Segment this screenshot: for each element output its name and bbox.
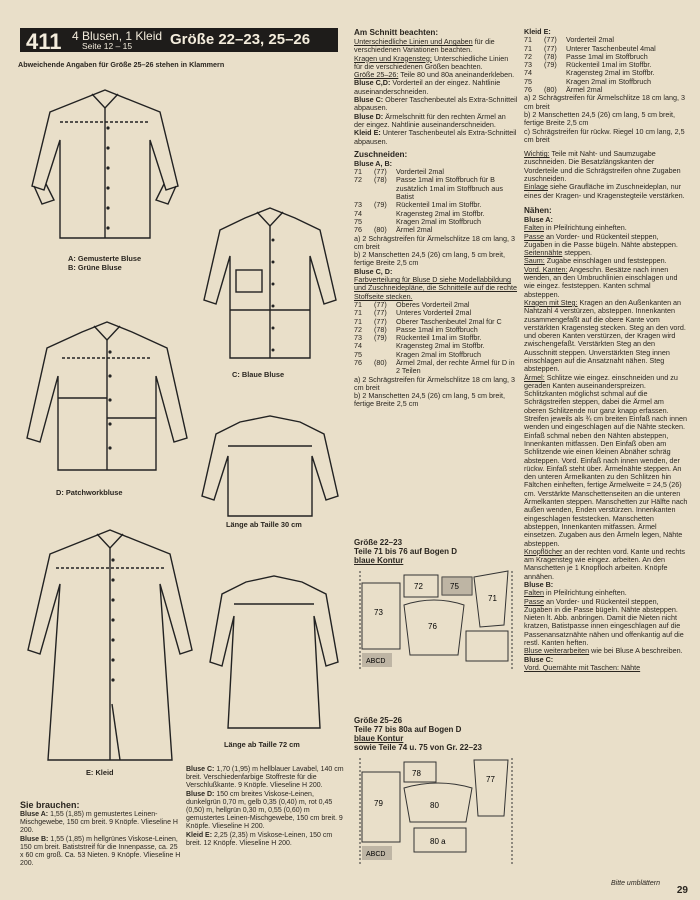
part-row: 71 (77) Unterer Taschenbeutel 4mal xyxy=(524,43,656,53)
c3-t5a: Vord. Kanten: xyxy=(524,264,568,274)
c3-t3b: steppen. xyxy=(564,248,592,258)
materials-list xyxy=(20,800,182,868)
c3-e1: Einlage xyxy=(524,182,548,192)
materials-d: 150 cm breites Viskose-Leinen, dunkelgrün 0,70 m, gelb 0,35 (0,40) m, rot 0,45 (0,50) m, hellgrün 0,30 m, 0,55 (0,60) m gemustertes Leinen-Mischgewebe, 150 cm breit. 9 Knöpfe. Vlieseline H 200. xyxy=(186,790,343,831)
caption-length-72: Länge ab Taille 72 cm xyxy=(224,740,300,749)
layout2-part-78: 78 xyxy=(412,769,421,778)
part-row: 71 (77) Vorderteil 2mal xyxy=(524,35,614,45)
materials-c-label: Bluse C: xyxy=(186,766,215,773)
layout1-part-71: 71 xyxy=(488,594,497,603)
part-row: 74 Kragensteg 2mal im Stoffbr. xyxy=(354,208,485,218)
part-row: 71 (77) Unteres Vorderteil 2mal xyxy=(354,308,472,318)
c3-w1: Wichtig: xyxy=(524,149,550,159)
heading-naehen: Nähen: xyxy=(524,205,552,215)
illustration-back-30 xyxy=(200,412,340,522)
c3-t1b: in Pfeilrichtung einheften. xyxy=(545,223,627,233)
c3-t1a: Falten xyxy=(524,223,544,233)
c3-s1: Kleid E: xyxy=(524,27,551,36)
layout2-size: Größe 25–26 xyxy=(354,716,403,725)
materials-b-label: Bluse B: xyxy=(20,835,49,843)
c3-t6a: Kragen mit Steg: xyxy=(524,297,578,307)
c3-w2: Teile mit Naht- und Saumzugabe zuschneiden. Die Besatzlängskanten der Vorderteile und die Schrägstreifen ohne Zugaben zuschneiden. xyxy=(524,149,681,184)
materials-d-label: Bluse D: xyxy=(186,790,215,798)
layout1-part-76: 76 xyxy=(428,622,437,631)
turn-page-note: Bitte umblättern xyxy=(610,880,660,887)
caption-b: B: Grüne Bluse xyxy=(68,263,122,272)
illustration-shirt-d xyxy=(22,318,192,478)
layout2-parts: Teile 77 bis 80a auf Bogen D xyxy=(354,725,462,734)
back-30-drawing xyxy=(200,412,340,522)
c3-sc: Bluse C: xyxy=(524,654,554,664)
layout1-diagram xyxy=(354,565,518,677)
part-row: 74 Kragensteg 2mal im Stoffbr. xyxy=(524,68,655,78)
part-row: 75 Kragen 2mal im Stoffbruch xyxy=(354,349,481,359)
materials-title: Sie brauchen: xyxy=(20,800,80,810)
part-row: 74 Kragensteg 2mal im Stoffbr. xyxy=(354,341,485,351)
c3-b: b) 2 Manschetten 24,5 (26) cm lang, 5 cm breit, fertige Breite 2,5 cm xyxy=(524,109,676,128)
c3-t4b: Zugabe einschlagen und feststeppen. xyxy=(546,256,667,266)
c2-p4b: Vorderteil an der eingez. Nahtlinie auseinanderschneiden. xyxy=(354,78,501,96)
layout1-size: Größe 22–23 xyxy=(354,538,403,547)
parts-list-e xyxy=(524,36,688,94)
c2-b1: b) 2 Manschetten 24,5 (26) cm lang, 5 cm breit, fertige Breite 2,5 cm xyxy=(354,250,506,268)
c3-t9b: in Pfeilrichtung einheften. xyxy=(545,588,627,598)
column-middle xyxy=(354,28,518,409)
c2-p3a: Größe 25–26: xyxy=(354,70,399,80)
c3-t2b: an Vorder- und Rückenteil steppen, Zugaben in die Passe bügeln. Nähte absteppen. xyxy=(524,231,678,249)
layout2-extra: sowie Teile 74 u. 75 von Gr. 22–23 xyxy=(354,743,482,752)
heading-schnitt: Am Schnitt beachten: xyxy=(354,28,439,37)
c2-p1b: für die verschiedenen Variationen beachten. xyxy=(354,37,495,55)
part-row: 72 (78) Passe 1mal im Stoffbruch xyxy=(354,324,478,334)
illustration-back-72 xyxy=(208,572,340,732)
materials-b: 1,55 (1,85) m hellgrünes Viskose-Leinen, 150 cm breit. Batiststreif für die Innenpasse, ca. 25 x 60 cm groß. Ca. 53 Nieten. 9 Knöpfe. Vlieseline H 200. xyxy=(20,835,181,868)
part-row: 73 (79) Rückenteil 1mal im Stoffbr. xyxy=(354,333,482,343)
c2-p6a: Bluse D: xyxy=(354,111,384,121)
c2-a1: a) 2 Schrägstreifen für Ärmelschlitze 18 cm lang, 3 cm breit xyxy=(354,233,515,251)
dress-e-drawing xyxy=(20,524,200,764)
column-right xyxy=(524,28,688,672)
part-row: 75 Kragen 2mal im Stoffbruch xyxy=(354,216,481,226)
materials-a: 1,55 (1,85) m gemustertes Leinen-Mischgewebe, 150 cm breit. 9 Knöpfe. Vlieseline H 200. xyxy=(20,811,178,835)
cutting-layout-1 xyxy=(354,538,518,682)
caption-a: A: Gemusterte Bluse xyxy=(68,254,142,263)
materials-a-label: Bluse A: xyxy=(20,811,49,818)
layout2-part-80: 80 xyxy=(430,801,439,810)
c2-b2: b) 2 Manschetten 24,5 (26) cm lang, 5 cm breit, fertige Breite 2,5 cm xyxy=(354,391,506,409)
back-72-drawing xyxy=(208,572,340,732)
c3-t12: Vord. Quernähte mit Taschen: Nähte xyxy=(524,662,641,672)
shirt-d-drawing xyxy=(22,318,192,478)
part-row: 72 (78) Passe 1mal im Stoffbruch für B zusätzlich 1mal im Stoffbruch aus Batist xyxy=(354,175,503,202)
layout2-part-80a: 80 a xyxy=(430,837,446,846)
c2-p7a: Kleid E: xyxy=(354,128,381,138)
c2-s2b: Farbverteilung für Bluse D siehe Modellabbildung und Zuschneidepläne, die Schnitteile auf die rechte Stoffseite stecken. xyxy=(354,275,518,301)
c2-s2: Bluse C, D: xyxy=(354,266,393,276)
c2-s1: Bluse A, B: xyxy=(354,158,393,168)
shirt-ab-drawing xyxy=(20,78,190,248)
illustration-shirt-c xyxy=(200,200,340,365)
c3-t10b: an Vorder- und Rückenteil steppen, Zugaben in die Passe bügeln. Nähte absteppen. Nieten lt. Abb. anbringen. Damit die Nieten nicht kratzen, Batistpasse innen eingeschlagen auf die Passenansatznähte nähen und offenkantig auf die restl. Kanten heften. xyxy=(524,596,684,648)
c3-t11a: Bluse weiterarbeiten xyxy=(524,646,590,656)
c3-t3a: Seitennähte xyxy=(524,248,563,258)
c2-p2a: Kragen und Kragensteg: xyxy=(354,53,432,63)
part-row: 76 (80) Ärmel 2mal xyxy=(354,225,433,235)
layout1-sel: ABCD xyxy=(366,658,386,665)
parts-list-cd xyxy=(354,301,518,376)
layout1-part-72: 72 xyxy=(414,582,423,591)
layout2-part-77: 77 xyxy=(486,775,495,784)
materials-c: 1,70 (1,95) m hellblauer Lavabel, 140 cm breit. Verschiedenfarbige Stoffreste für die Verschlußkante. 9 Knöpfe. Vlieseline H 200. xyxy=(186,766,344,790)
layout1-part-75: 75 xyxy=(450,582,459,591)
layout2-sel: ABCD xyxy=(366,851,386,858)
parts-list-ab xyxy=(354,168,518,234)
layout2-diagram xyxy=(354,752,518,870)
c3-sb: Bluse B: xyxy=(524,580,554,589)
c3-t8b: an der rechten vord. Kante und rechts am Kragensteg wie eingez. arbeiten. An den Manschetten je 1 Knopfloch arbeiten. Knöpfe annähen. xyxy=(524,546,686,581)
materials-list-2 xyxy=(186,766,344,848)
caption-e: E: Kleid xyxy=(86,768,114,777)
part-row: 71 (77) Oberer Taschenbeutel 2mal für C xyxy=(354,316,502,326)
part-row: 73 (79) Rückenteil 1mal im Stoffbr. xyxy=(524,60,652,70)
part-row: 72 (78) Passe 1mal im Stoffbruch xyxy=(524,51,648,61)
c3-t4a: Saum: xyxy=(524,256,545,266)
illustration-shirt-ab xyxy=(20,78,190,248)
layout1-contour: blaue Kontur xyxy=(354,556,404,565)
c3-t11b: wie bei Bluse A beschreiben. xyxy=(591,646,683,656)
heading-zuschneiden: Zuschneiden: xyxy=(354,149,408,159)
part-row: 75 Kragen 2mal im Stoffbruch xyxy=(524,76,651,86)
layout2-part-79: 79 xyxy=(374,799,383,808)
c3-t7b: Schlitze wie eingez. einschneiden und zu geraden Kanten auseinanderspreizen. Schlitzkanten möglichst schmal auf die Schrägstreifen steppen, dabei die Ärmel am oberen Schlitzende nur ganz knapp erfassen. Streifen jeweils als ¾ cm breiten Einfaß nach innen wenden und eingeschlagen auf die Nähte stecken. Einfaß schmal neben den Nähten absteppen, Innenkanten mitfassen. Den Einfaß oben am Schlitzende wie einen kleinen Abnäher schräg absteppen. Vord. Einfaß nach innen wenden, der rückw. Einfaß steht über. Ärmelnähte steppen. An den unteren Ärmelkanten zu den Schlitzen hin Fältchen einheften, fertige Ärmelweite = 24,5 (26) cm. Verstärkte Manschettenseiten an die unteren Ärmelkanten steppen. Manschetten zur Hälfte nach außen wenden, Enden verstürzen. Innenkanten eingeschlagen feststecken. Manschetten absteppen, Innenkanten mitfassen. Ärmel einsetzen. Zugaben aus den Ärmeln legen, Nähte absteppen. xyxy=(524,372,688,548)
c3-t6b: Kragen an den Außenkanten an Nahtzahl 4 verstürzen, absteppen. Innenkanten zusammengefaßt auf die obere Kante vom verstärkten Kragensteg stecken. Steg an den vord. und oberen Kanten verstürzen, der Kragen wird zwischengefaßt. Verstärkten Steg an den Ausschnitt steppen. Unverstärkten Steg innen einschlagen auf die Ansatznaht nähen. Steg absteppen. xyxy=(524,297,686,374)
c3-t8a: Knopflöcher xyxy=(524,546,563,556)
size-range: Größe 22–23, 25–26 xyxy=(170,31,311,48)
part-row: 71 (77) Oberes Vorderteil 2mal xyxy=(354,299,470,309)
c2-p6b: Ärmelschnitt für den rechten Ärmel an der eingez. Nahtlinie auseinanderschneiden. xyxy=(354,111,506,129)
layout2-contour: blaue Kontur xyxy=(354,734,404,743)
cutting-layout-2 xyxy=(354,716,518,875)
caption-d: D: Patchworkbluse xyxy=(56,488,123,497)
header-line1: 4 Blusen, 1 Kleid xyxy=(72,29,163,43)
c3-t10a: Passe xyxy=(524,596,544,606)
layout1-part-73: 73 xyxy=(374,608,383,617)
part-row: 76 (80) Ärmel 2mal xyxy=(524,85,603,95)
c2-a2: a) 2 Schrägstreifen für Ärmelschlitze 18 cm lang, 3 cm breit xyxy=(354,374,515,392)
page-number: 29 xyxy=(676,885,688,896)
size-note: Abweichende Angaben für Größe 25–26 stehen in Klammern xyxy=(18,60,225,69)
header-bar xyxy=(20,28,338,52)
header-line2: Seite 12 – 15 xyxy=(82,41,133,51)
caption-length-30: Länge ab Taille 30 cm xyxy=(226,520,302,529)
c3-t9a: Falten xyxy=(524,588,544,598)
shirt-c-drawing xyxy=(200,200,340,365)
illustration-dress-e xyxy=(20,524,200,764)
c3-e2: siehe Graufläche im Zuschneideplan, nur eines der Kragen- und Kragenstegteile verstärken. xyxy=(524,182,685,200)
part-row: 76 (80) Ärmel 2mal, der rechte Ärmel für D in 2 Teilen xyxy=(354,357,515,376)
part-row: 73 (79) Rückenteil 1mal im Stoffbr. xyxy=(354,200,482,210)
materials-e-label: Kleid E: xyxy=(186,831,213,839)
materials-e: 2,25 (2,35) m Viskose-Leinen, 150 cm breit. 12 Knöpfe. Vlieseline H 200. xyxy=(186,831,333,847)
c3-t5b: Angeschn. Besätze nach innen wenden, an den Umbruchlinien einschlagen und wie eingez. feststeppen. Kanten schmal absteppen. xyxy=(524,264,678,299)
c2-p7b: Unterer Taschenbeutel als Extra-Schnitteil abpausen. xyxy=(354,128,517,146)
part-row: 71 (77) Vorderteil 2mal xyxy=(354,167,444,177)
c2-p5b: Oberer Taschenbeutel als Extra-Schnitteil abpausen. xyxy=(354,95,518,113)
caption-c: C: Blaue Bluse xyxy=(232,370,285,379)
c2-p1a: Unterschiedliche Linien und Angaben xyxy=(354,37,473,46)
pattern-number: 411 xyxy=(26,29,62,54)
c3-a: a) 2 Schrägstreifen für Ärmelschlitze 18 cm lang, 3 cm breit xyxy=(524,93,685,111)
c3-sa: Bluse A: xyxy=(524,214,553,224)
c3-t2a: Passe xyxy=(524,231,544,241)
c3-c: c) Schrägstreifen für rückw. Riegel 10 cm lang, 2,5 cm breit xyxy=(524,126,685,144)
c3-t7a: Ärmel: xyxy=(524,372,545,382)
c2-p2b: Unterschiedliche Linien für die verschiedenen Größen beachten. xyxy=(354,53,509,71)
layout1-parts: Teile 71 bis 76 auf Bogen D xyxy=(354,547,457,556)
c2-p5a: Bluse C: xyxy=(354,95,384,105)
c2-p4a: Bluse C,D: xyxy=(354,78,391,88)
c2-p3b: Teile 80 und 80a aneinanderkleben. xyxy=(400,70,515,80)
